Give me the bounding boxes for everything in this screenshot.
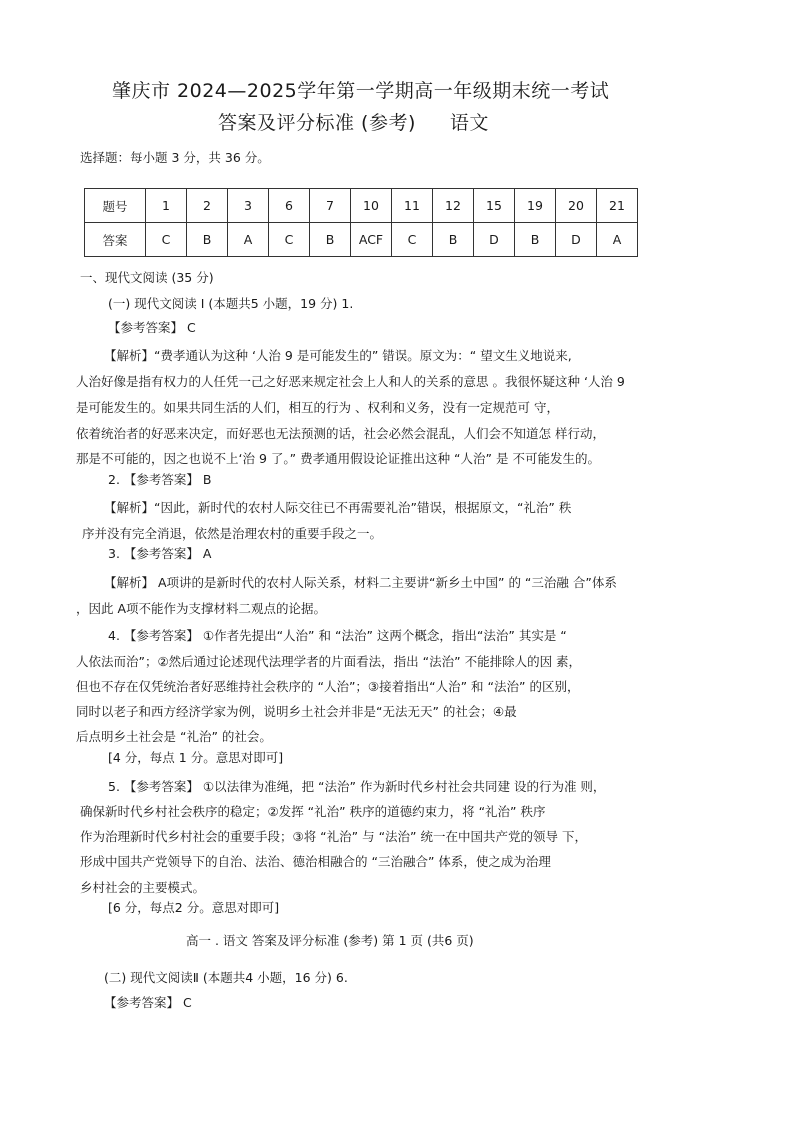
answer-table (84, 188, 638, 257)
table-cell: 12 (433, 189, 474, 223)
exam-title: 肇庆市 2024—2025学年第一学期高一年级期末统一考试 (112, 80, 610, 102)
table-cell: 19 (515, 189, 556, 223)
table-cell: D (556, 223, 597, 257)
table-cell: 6 (269, 189, 310, 223)
answer-line: 5. 【参考答案】 ①以法律为准绳，把 “法治” 作为新时代乡村社会共同建 设的行为准 则， (108, 779, 606, 794)
answer-line: 乡村社会的主要模式。 (80, 880, 206, 895)
answer-line: 4. 【参考答案】 ①作者先提出“人治” 和 “法治” 这两个概念，指出“法治” 其实是 “ (108, 628, 567, 643)
explanation-line: ，因此 A项不能作为支撑材料二观点的论据。 (76, 601, 327, 616)
table-cell: 10 (351, 189, 392, 223)
subject-label: 语文 (449, 112, 489, 134)
answer-line: 同时以老子和西方经济学家为例，说明乡土社会并非是“无法无天” 的社会；④最 (76, 704, 517, 719)
table-cell: B (187, 223, 228, 257)
exam-subtitle (218, 108, 489, 135)
table-cell: B (433, 223, 474, 257)
table-cell: 21 (597, 189, 638, 223)
scoring-note: [4 分，每点 1 分。意思对即可] (108, 750, 284, 765)
table-cell: 20 (556, 189, 597, 223)
table-cell: C (146, 223, 187, 257)
table-row-answers (85, 223, 638, 257)
answer-line: 确保新时代乡村社会秩序的稳定；②发挥 “礼治” 秩序的道德约束力，将 “礼治” 秩序 (80, 804, 546, 819)
answer-line: 【参考答案】 C (108, 320, 196, 335)
table-cell: 1 (146, 189, 187, 223)
table-cell: ACF (351, 223, 392, 257)
mc-heading: 选择题：每小题 3 分，共 36 分。 (80, 150, 270, 165)
table-cell: 2 (187, 189, 228, 223)
scoring-note: [6 分，每点2 分。意思对即可] (108, 900, 280, 915)
table-header-answer: 答案 (85, 223, 146, 257)
answer-line: 作为治理新时代乡村社会的重要手段；③将 “礼治” 与 “法治” 统一在中国共产党的领导 下， (80, 829, 587, 844)
table-cell: 11 (392, 189, 433, 223)
page-footer: 高一 . 语文 答案及评分标准 (参考) 第 1 页 (共6 页) (186, 933, 474, 948)
explanation-line: 【解析】“因此，新时代的农村人际交往已不再需要礼治”错误，根据原文，“礼治” 秩 (104, 500, 572, 515)
table-cell: A (228, 223, 269, 257)
explanation-line: 是可能发生的。如果共同生活的人们，相互的行为 、权利和义务，没有一定规范可 守， (76, 400, 559, 415)
table-cell: 15 (474, 189, 515, 223)
explanation-line: 序并没有完全消退，依然是治理农村的重要手段之一。 (82, 526, 383, 541)
answer-line: 形成中国共产党领导下的自治、法治、德治相融合的 “三治融合” 体系，使之成为治理 (80, 854, 551, 869)
subsection-heading: (二) 现代文阅读Ⅱ (本题共4 小题，16 分) 6. (104, 970, 348, 985)
table-cell: A (597, 223, 638, 257)
answer-line: 【参考答案】 C (104, 995, 192, 1010)
table-cell: B (310, 223, 351, 257)
table-cell: C (392, 223, 433, 257)
section-heading: 一、现代文阅读 (35 分) (80, 270, 214, 285)
subtitle-main: 答案及评分标准 (参考) (218, 112, 416, 134)
answer-line: 2. 【参考答案】 B (108, 472, 212, 487)
answer-line: 但也不存在仅凭统治者好恶维持社会秩序的 “人治”；③接着指出“人治” 和 “法治” 的区别， (76, 679, 580, 694)
answer-line: 人依法而治”；②然后通过论述现代法理学者的片面看法，指出 “法治” 不能排除人的因 素， (76, 654, 582, 669)
answer-line: 3. 【参考答案】 A (108, 546, 212, 561)
table-cell: B (515, 223, 556, 257)
table-row-numbers (85, 189, 638, 223)
subsection-heading: (一) 现代文阅读 I (本题共5 小题，19 分) 1. (108, 296, 354, 311)
table-cell: C (269, 223, 310, 257)
answer-line: 后点明乡土社会是 “礼治” 的社会。 (76, 729, 272, 744)
explanation-line: 【解析】 A项讲的是新时代的农村人际关系，材料二主要讲“新乡土中国” 的 “三治融 合”体系 (104, 575, 617, 590)
explanation-line: 【解析】“费孝通认为这种 ‘人治 9 是可能发生的” 错误。原文为：“ 望文生义地说来, (104, 348, 572, 363)
table-cell: D (474, 223, 515, 257)
table-cell: 3 (228, 189, 269, 223)
table-header-number: 题号 (85, 189, 146, 223)
explanation-line: 依着统治者的好恶来决定，而好恶也无法预测的话，社会必然会混乱，人们会不知道怎 样行动， (76, 426, 605, 441)
explanation-line: 那是不可能的，因之也说不上‘治 9 了。” 费孝通用假设论证推出这种 “人治” 是 不可能发生的。 (76, 451, 600, 466)
explanation-line: 人治好像是指有权力的人任凭一己之好恶来规定社会上人和人的关系的意思 。我很怀疑这种 ‘人治 9 (76, 374, 625, 389)
table-cell: 7 (310, 189, 351, 223)
